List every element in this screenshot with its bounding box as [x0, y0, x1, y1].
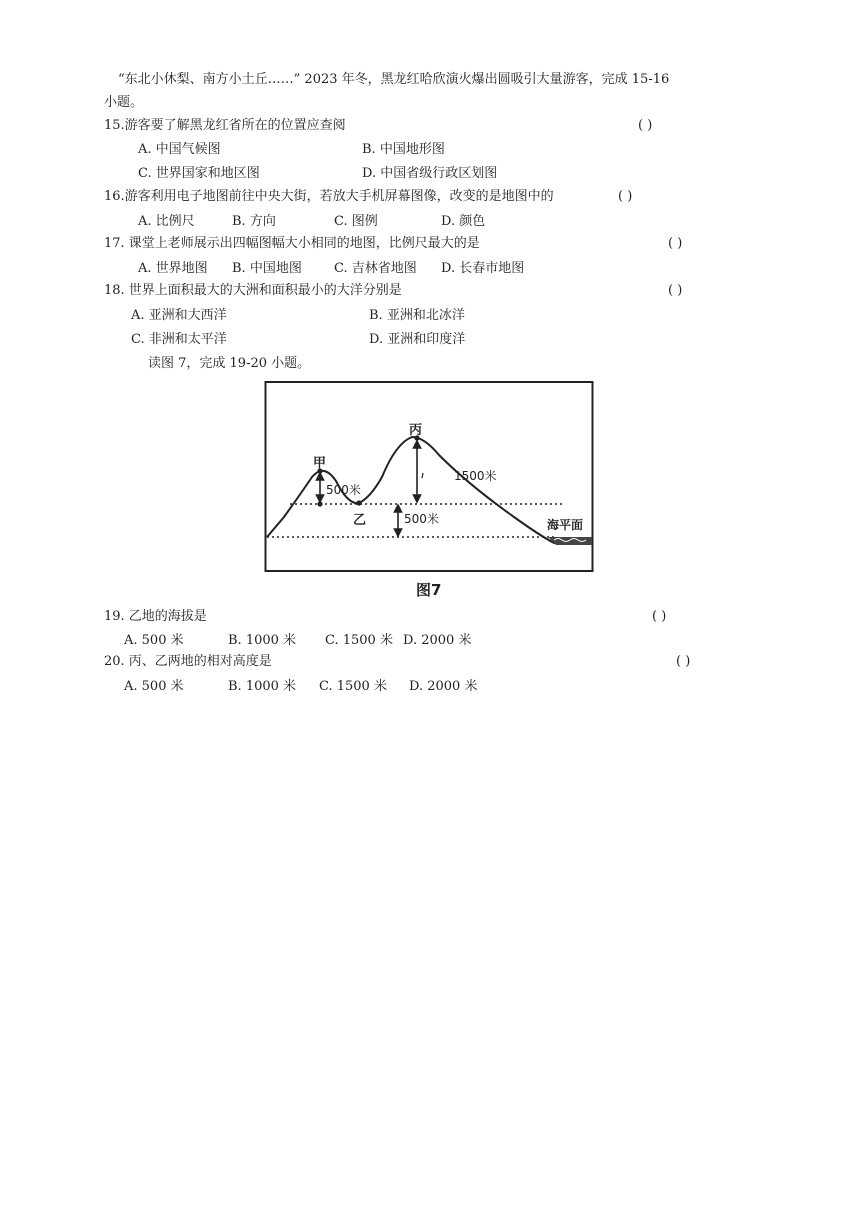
q17-option-c: C. 吉林省地图 — [334, 261, 417, 276]
label-500-jia: 500米 — [326, 483, 361, 497]
q15-option-b: B. 中国地形图 — [362, 142, 445, 157]
label-yi: 乙 — [353, 513, 367, 528]
q16-option-c: C. 图例 — [334, 214, 378, 229]
figure-frame — [266, 382, 593, 571]
q18-answer-paren: ( ) — [668, 283, 683, 298]
q20-answer-paren: ( ) — [676, 654, 691, 669]
q19-answer-paren: ( ) — [652, 609, 667, 624]
label-1500: 1500米 — [454, 469, 497, 483]
q15-option-a: A. 中国气候图 — [138, 142, 221, 157]
q18-option-c: C. 非洲和太平洋 — [131, 332, 227, 347]
q15-option-c: C. 世界国家和地区图 — [138, 166, 260, 181]
q16-option-b: B. 方向 — [232, 214, 276, 229]
q16-option-d: D. 颜色 — [441, 214, 486, 229]
q19-stem: 19. 乙地的海拔是 — [104, 609, 207, 624]
q16-answer-paren: ( ) — [618, 189, 633, 204]
q17-option-b: B. 中国地图 — [232, 261, 302, 276]
q18-stem: 18. 世界上面积最大的大洲和面积最小的大洋分别是 — [104, 283, 402, 298]
label-bing: 丙 — [409, 423, 423, 438]
q17-option-d: D. 长春市地图 — [441, 261, 525, 276]
label-500-yi: 500米 — [404, 512, 439, 526]
q17-option-a: A. 世界地图 — [138, 261, 208, 276]
intro-line-1: “东北小休梨、南方小土丘……” 2023 年冬，黑龙红哈欣演火爆出圆吸引大量游客，完成 15-16 — [118, 72, 670, 87]
read-figure-prompt: 读图 7，完成 19-20 小题。 — [148, 356, 311, 371]
q20-stem: 20. 丙、乙两地的相对高度是 — [104, 654, 272, 669]
q15-stem: 15.游客要了解黑龙红省所在的位置应查阅 — [104, 118, 346, 133]
q16-option-a: A. 比例尺 — [138, 214, 195, 229]
q20-option-b: B. 1000 米 — [228, 679, 297, 694]
q18-option-b: B. 亚洲和北冰洋 — [369, 308, 465, 323]
q18-option-d: D. 亚洲和印度洋 — [369, 332, 466, 347]
intro-line-2: 小题。 — [104, 95, 144, 110]
q19-option-d: D. 2000 米 — [403, 633, 472, 648]
q19-option-c: C. 1500 米 — [325, 633, 393, 648]
q20-option-c: C. 1500 米 — [319, 679, 387, 694]
q20-option-d: D. 2000 米 — [409, 679, 478, 694]
q20-option-a: A. 500 米 — [124, 679, 184, 694]
q15-option-d: D. 中国省级行政区划图 — [362, 166, 498, 181]
q19-option-a: A. 500 米 — [124, 633, 184, 648]
label-sea-level: 海平面 — [547, 518, 584, 532]
q18-option-a: A. 亚洲和大西洋 — [131, 308, 227, 323]
q15-answer-paren: ( ) — [638, 118, 653, 133]
q17-answer-paren: ( ) — [668, 236, 683, 251]
label-jia: 甲 — [313, 456, 327, 471]
q17-stem: 17. 课堂上老师展示出四幅图幅大小相同的地图，比例尺最大的是 — [104, 236, 480, 251]
q19-option-b: B. 1000 米 — [228, 633, 297, 648]
point-yi — [356, 500, 361, 505]
figure-caption: 图7 — [416, 581, 442, 599]
q16-stem: 16.游客利用电子地图前往中央大街，若放大手机屏幕图像，改变的是地图中的 — [104, 189, 554, 204]
terrain-profile-figure — [264, 377, 594, 573]
